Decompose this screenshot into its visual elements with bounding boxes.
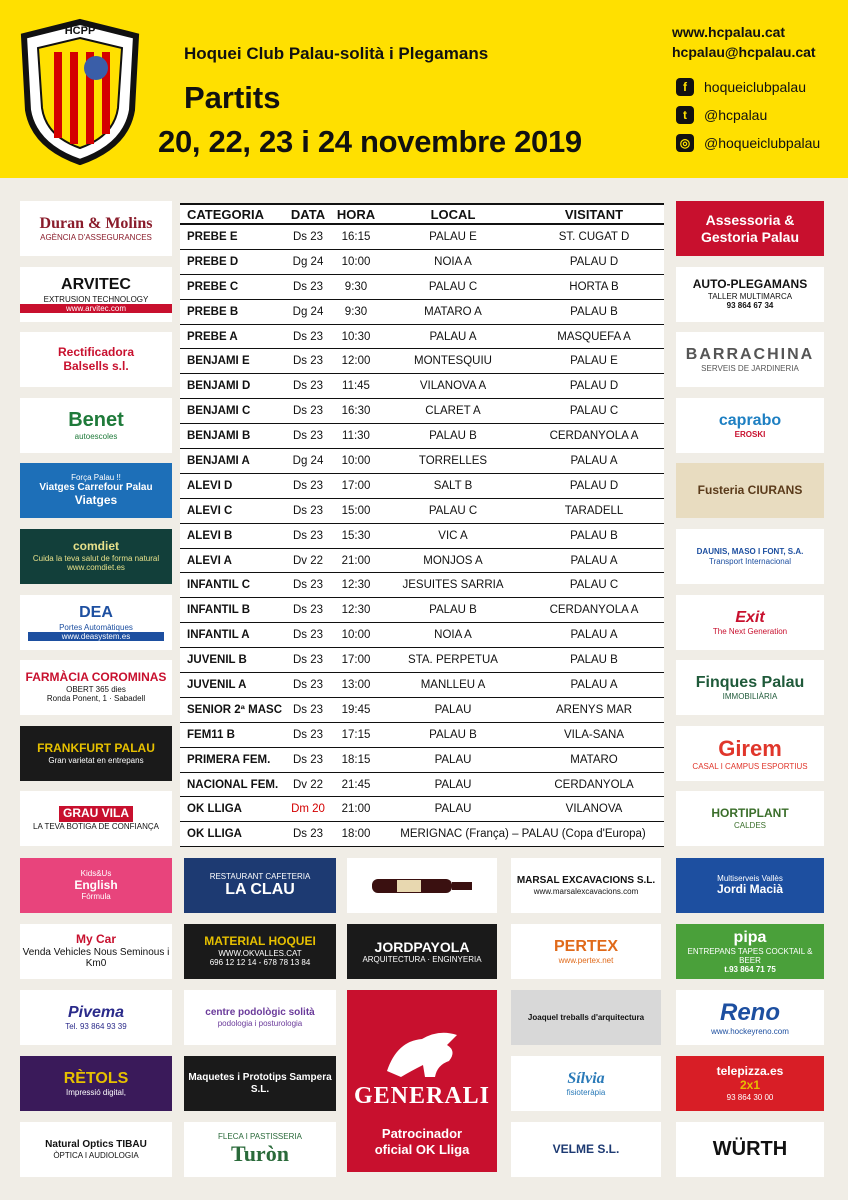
- sponsor-fusteria-ciurans[interactable]: Fusteria CIURANS: [676, 463, 824, 518]
- table-row: ALEVI B Ds 23 15:30 VIC A PALAU B: [180, 524, 664, 549]
- sponsor-telepizza[interactable]: telepizza.es 2x1 93 864 30 00: [676, 1056, 824, 1111]
- table-row: BENJAMI B Ds 23 11:30 PALAU B CERDANYOLA A: [180, 424, 664, 449]
- sponsor-podologic[interactable]: centre podològic solità podologia i posturologia: [184, 990, 336, 1045]
- sponsor-balsells[interactable]: Rectificadora Balsells s.l.: [20, 332, 172, 387]
- match-dates: 20, 22, 23 i 24 novembre 2019: [158, 124, 582, 159]
- sponsor-marsal[interactable]: MARSAL EXCAVACIONS S.L. www.marsalexcavacions.com: [511, 858, 661, 913]
- table-row: INFANTIL B Ds 23 12:30 PALAU B CERDANYOLA A: [180, 598, 664, 623]
- sponsor-girem[interactable]: Girem CASAL I CAMPUS ESPORTIUS: [676, 726, 824, 781]
- sponsor-frankfurt-palau[interactable]: FRANKFURT PALAU Gran varietat en entrepans: [20, 726, 172, 781]
- sponsor-wurth[interactable]: WÜRTH: [676, 1122, 824, 1177]
- table-row: OK LLIGA Ds 23 18:00 MERIGNAC (França) – PALAU (Copa d'Europa): [180, 822, 664, 847]
- table-row: INFANTIL C Ds 23 12:30 JESUITES SARRIA PALAU C: [180, 573, 664, 598]
- sponsor-exit[interactable]: Exit The Next Generation: [676, 595, 824, 650]
- page-title: Partits: [184, 80, 281, 115]
- table-row: OK LLIGA Dm 20 21:00 PALAU VILANOVA: [180, 797, 664, 822]
- email-link[interactable]: hcpalau@hcpalau.cat: [672, 44, 816, 60]
- sponsor-benet[interactable]: Benet autoescoles: [20, 398, 172, 453]
- sponsor-carrefour[interactable]: Força Palau !! Viatges Carrefour Palau Viatges: [20, 463, 172, 518]
- col-categoria: CATEGORIA: [187, 206, 265, 222]
- sponsor-finques-palau[interactable]: Finques Palau IMMOBILIÀRIA: [676, 660, 824, 715]
- sponsor-grau-vila[interactable]: GRAU VILA LA TEVA BOTIGA DE CONFIANÇA: [20, 791, 172, 846]
- table-row: PREBE E Ds 23 16:15 PALAU E ST. CUGAT D: [180, 225, 664, 250]
- table-row: SENIOR 2ª MASC Ds 23 19:45 PALAU ARENYS MAR: [180, 698, 664, 723]
- contact-block: [672, 22, 816, 62]
- sponsor-duran-molins[interactable]: Duran & Molins AGÈNCIA D'ASSEGURANCES: [20, 201, 172, 256]
- table-row: BENJAMI E Ds 23 12:00 MONTESQUIU PALAU E: [180, 349, 664, 374]
- sponsor-la-clau[interactable]: RESTAURANT CAFETERIA LA CLAU: [184, 858, 336, 913]
- sponsor-my-car[interactable]: My Car Venda Vehicles Nous Seminous i Km0: [20, 924, 172, 979]
- sponsor-pertex[interactable]: PERTEX www.pertex.net: [511, 924, 661, 979]
- twitter-link[interactable]: t @hcpalau: [676, 104, 846, 126]
- instagram-link[interactable]: ◎ @hoqueiclubpalau: [676, 132, 846, 154]
- table-row: ALEVI D Ds 23 17:00 SALT B PALAU D: [180, 474, 664, 499]
- table-row: PREBE B Dg 24 9:30 MATARO A PALAU B: [180, 300, 664, 325]
- sponsor-comdiet[interactable]: comdiet Cuida la teva salut de forma natural www.comdiet.es: [20, 529, 172, 584]
- sponsor-hortiplant[interactable]: HORTIPLANT CALDES: [676, 791, 824, 846]
- table-header: [180, 203, 664, 225]
- table-row: PREBE A Ds 23 10:30 PALAU A MASQUEFA A: [180, 325, 664, 350]
- sponsor-barrachina[interactable]: BARRACHINA SERVEIS DE JARDINERIA: [676, 332, 824, 387]
- col-hora: HORA: [336, 206, 376, 222]
- table-row: PRIMERA FEM. Ds 23 18:15 PALAU MATARO: [180, 748, 664, 773]
- sponsor-maquetes[interactable]: Maquetes i Prototips Sampera S.L.: [184, 1056, 336, 1111]
- sponsor-daunis[interactable]: DAUNIS, MASO I FONT, S.A. Transport Internacional: [676, 529, 824, 584]
- table-row: PREBE C Ds 23 9:30 PALAU C HORTA B: [180, 275, 664, 300]
- sponsor-kids-us[interactable]: Kids&Us English Fórmula: [20, 858, 172, 913]
- sponsor-treballs[interactable]: Joaquel treballs d'arquitectura: [511, 990, 661, 1045]
- sponsor-arvitec[interactable]: ARVITEC EXTRUSION TECHNOLOGY www.arvitec.com: [20, 267, 172, 322]
- header-banner: [0, 0, 848, 178]
- table-row: ALEVI C Ds 23 15:00 PALAU C TARADELL: [180, 499, 664, 524]
- table-row: BENJAMI C Ds 23 16:30 CLARET A PALAU C: [180, 399, 664, 424]
- sponsor-pivema[interactable]: Pivema Tel. 93 864 93 39: [20, 990, 172, 1045]
- match-schedule-table: [180, 203, 664, 847]
- sponsor-reno[interactable]: Reno www.hockeyreno.com: [676, 990, 824, 1045]
- sponsor-natural-optics[interactable]: Natural Optics TIBAU ÒPTICA I AUDIOLOGIA: [20, 1122, 172, 1177]
- sponsor-caprabo[interactable]: caprabo EROSKI: [676, 398, 824, 453]
- sponsor-wine[interactable]: [347, 858, 497, 913]
- col-data: DATA: [290, 206, 326, 222]
- table-row: BENJAMI A Dg 24 10:00 TORRELLES PALAU A: [180, 449, 664, 474]
- sponsor-multiserveis[interactable]: Multiserveis Vallès Jordi Macià: [676, 858, 824, 913]
- table-row: JUVENIL B Ds 23 17:00 STA. PERPETUA PALAU B: [180, 648, 664, 673]
- table-row: ALEVI A Dv 22 21:00 MONJOS A PALAU A: [180, 549, 664, 574]
- twitter-icon: t: [676, 106, 694, 124]
- sponsor-pipa[interactable]: pipa ENTREPANS TAPES COCKTAIL & BEER t.93 864 71 75: [676, 924, 824, 979]
- table-row: BENJAMI D Ds 23 11:45 VILANOVA A PALAU D: [180, 374, 664, 399]
- table-row: JUVENIL A Ds 23 13:00 MANLLEU A PALAU A: [180, 673, 664, 698]
- sponsor-jordpayola[interactable]: JORDPAYOLA ARQUITECTURA · ENGINYERIA: [347, 924, 497, 979]
- svg-text:HCPP: HCPP: [64, 25, 96, 37]
- table-row: FEM11 B Ds 23 17:15 PALAU B VILA-SANA: [180, 723, 664, 748]
- sponsor-assessoria[interactable]: Assessoria & Gestoria Palau: [676, 201, 824, 256]
- sponsor-auto-plegamans[interactable]: AUTO-PLEGAMANS TALLER MULTIMARCA 93 864 67 34: [676, 267, 824, 322]
- facebook-link[interactable]: f hoqueiclubpalau: [676, 76, 846, 98]
- sponsor-silvia[interactable]: Sílvia fisioteràpia: [511, 1056, 661, 1111]
- sponsor-velme[interactable]: VELME S.L.: [511, 1122, 661, 1177]
- website-link[interactable]: www.hcpalau.cat: [672, 24, 786, 40]
- table-row: PREBE D Dg 24 10:00 NOIA A PALAU D: [180, 250, 664, 275]
- col-local: LOCAL: [430, 206, 476, 222]
- facebook-icon: f: [676, 78, 694, 96]
- club-name: Hoquei Club Palau-solità i Plegamans: [184, 44, 489, 63]
- sponsor-farmacia-corominas[interactable]: FARMÀCIA COROMINAS OBERT 365 dies Ronda Ponent, 1 · Sabadell: [20, 660, 172, 715]
- table-row: NACIONAL FEM. Dv 22 21:45 PALAU CERDANYOLA: [180, 773, 664, 798]
- sponsor-retols[interactable]: RÈTOLS Impressió digital,: [20, 1056, 172, 1111]
- sponsor-material-hoquei[interactable]: MATERIAL HOQUEI WWW.OKVALLES.CAT 696 12 12 14 - 678 78 13 84: [184, 924, 336, 979]
- wine-bottle-icon: [367, 871, 477, 901]
- club-shield-logo: [18, 18, 142, 166]
- col-visitant: VISITANT: [564, 206, 624, 222]
- sponsor-generali[interactable]: GENERALI Patrocinador oficial OK Lliga: [347, 990, 497, 1172]
- sponsor-turon[interactable]: FLECA I PASTISSERIA Turòn: [184, 1122, 336, 1177]
- instagram-icon: ◎: [676, 134, 694, 152]
- sponsor-dea[interactable]: DEA Portes Automàtiques www.deasystem.es: [20, 595, 172, 650]
- lion-icon: [377, 1021, 467, 1083]
- table-row: INFANTIL A Ds 23 10:00 NOIA A PALAU A: [180, 623, 664, 648]
